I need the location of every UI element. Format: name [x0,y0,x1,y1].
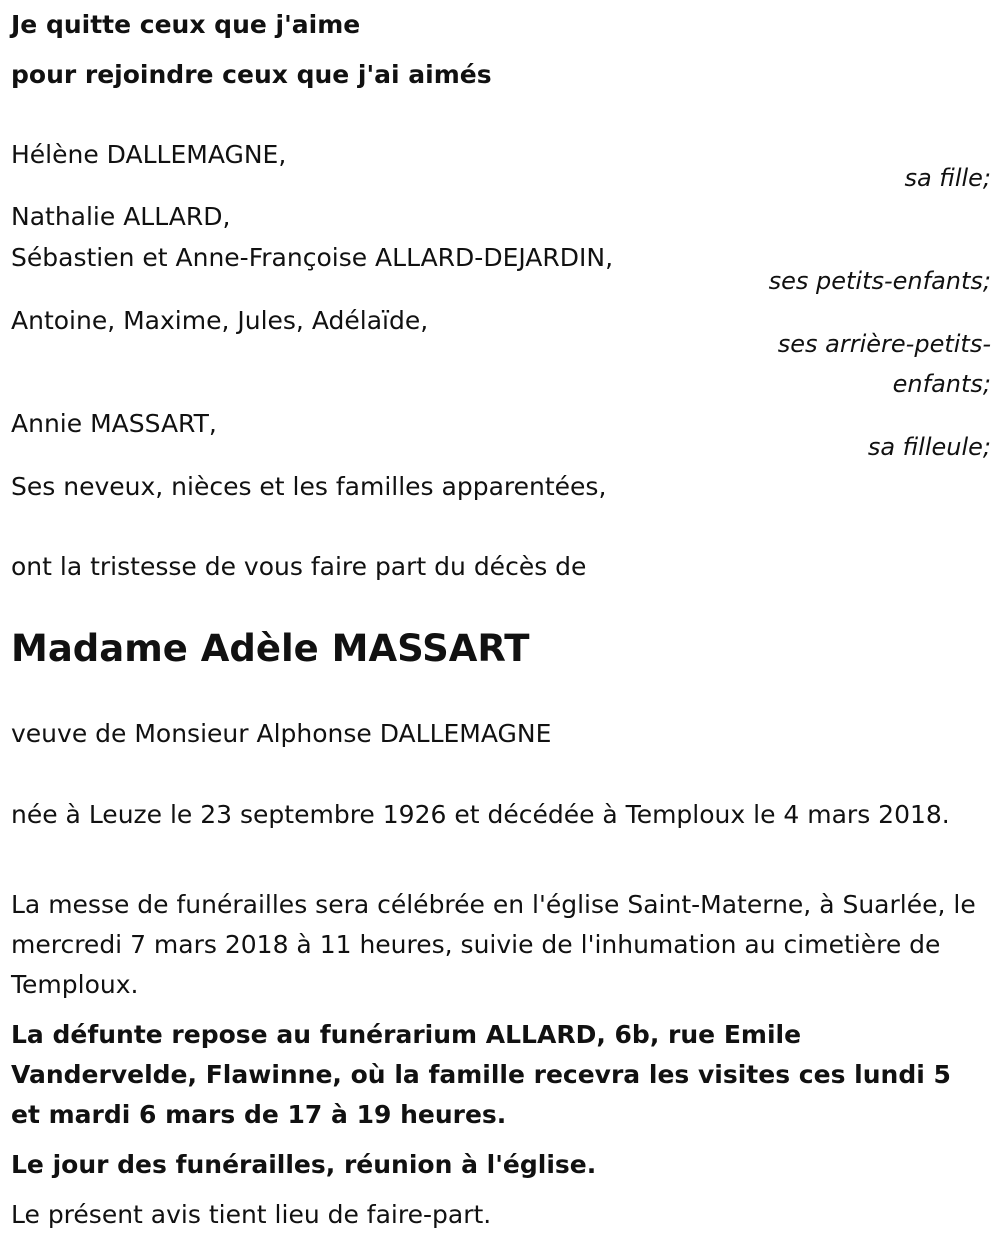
relation-daughter: sa fille; [904,164,991,192]
birth-death-paragraph: née à Leuze le 23 septembre 1926 et décédée à Temploux le 4 mars 2018. [11,800,950,829]
epigraph-line-1: Je quitte ceux que j'aime [11,10,361,39]
mourner-grandchild-2: Sébastien et Anne-Françoise ALLARD-DEJARDIN, [11,243,614,272]
mourner-great-grandchildren: Antoine, Maxime, Jules, Adélaïde, [11,306,429,335]
mourner-goddaughter: Annie MASSART, [11,409,217,438]
mourner-daughter: Hélène DALLEMAGNE, [11,140,287,169]
church-meeting-text: Le jour des funérailles, réunion à l'église. [11,1150,597,1179]
relation-goddaughter: sa filleule; [867,433,991,461]
mourner-extended-family: Ses neveux, nièces et les familles apparentées, [11,472,607,501]
relation-grandchildren: ses petits-enfants; [768,267,991,295]
widow-of-text: veuve de Monsieur Alphonse DALLEMAGNE [11,719,552,748]
mourner-grandchild-1: Nathalie ALLARD, [11,202,231,231]
deceased-name: Madame Adèle MASSART [11,627,530,670]
announcement-text: ont la tristesse de vous faire part du décès de [11,552,587,581]
notice-text: Le présent avis tient lieu de faire-part. [11,1200,492,1229]
epigraph-line-2: pour rejoindre ceux que j'ai aimés [11,60,492,89]
funerarium-paragraph: La défunte repose au funérarium ALLARD, 6b, rue Emile Vandervelde, Flawinne, où la famille recevra les visites ces lundi 5 et mardi 6 mars de 17 à 19 heures. [11,1020,951,1129]
funeral-mass-paragraph: La messe de funérailles sera célébrée en l'église Saint-Materne, à Suarlée, le mercredi 7 mars 2018 à 11 heures, suivie de l'inhumation au cimetière de Temploux. [11,890,976,999]
relation-great-grandchildren-line-1: ses arrière-petits- [777,330,991,358]
relation-great-grandchildren-line-2: enfants; [892,370,991,398]
